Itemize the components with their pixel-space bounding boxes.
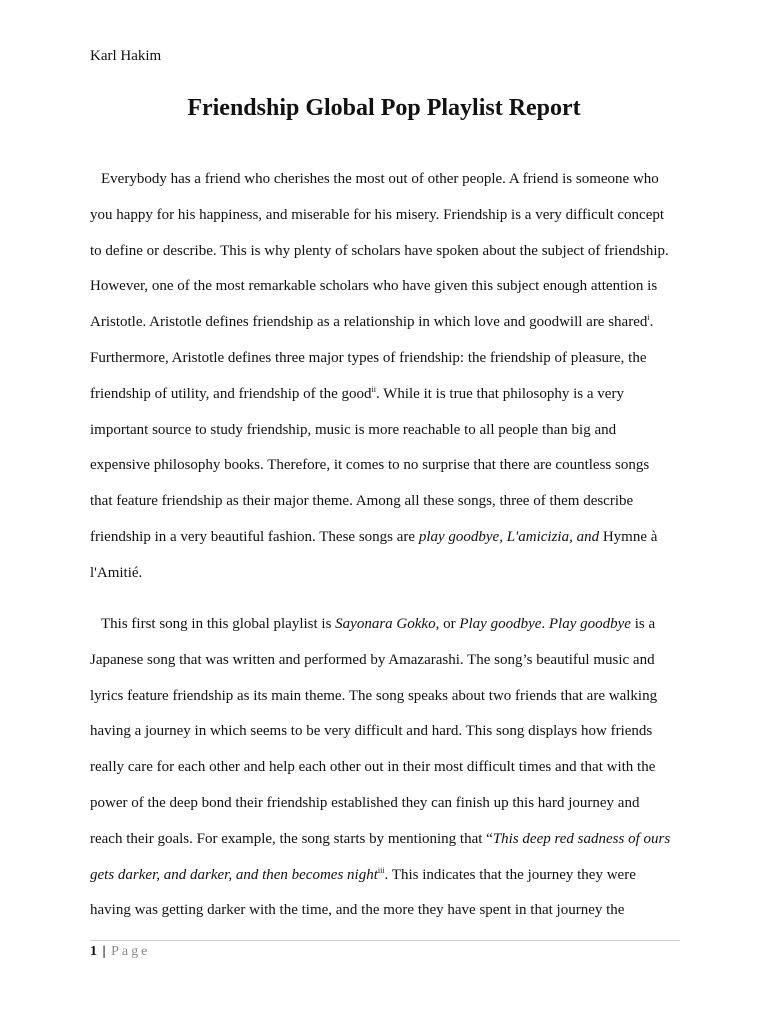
page-label: Page: [111, 944, 151, 959]
song-titles-italic: play goodbye, L'amicizia, and: [418, 528, 600, 545]
text-line: having a journey in which seems to be very difficult and hard. This song displays how friends: [90, 723, 653, 740]
text-line: gets darker, and darker, and then becomes night$^{iii}$. This indicates that the journey they were: [90, 865, 636, 883]
text-line: that feature friendship as their major theme. Among all these songs, three of them describe: [90, 493, 634, 510]
text-line: l'Amitié.: [90, 564, 143, 581]
text-line: reach their goals. For example, the song starts by mentioning that “This deep red sadness of ours: [90, 830, 671, 847]
text-line: friendship in a very beautiful fashion. These songs are play goodbye, L'amicizia, and Hymne à: [90, 528, 658, 545]
endnote-marker: i: [647, 313, 650, 323]
text-line: lyrics feature friendship as its main theme. The song speaks about two friends that are walking: [90, 687, 658, 704]
footer-separator: |: [102, 944, 106, 959]
text-line: expensive philosophy books. Therefore, it comes to no surprise that there are countless songs: [90, 457, 650, 474]
endnote-marker: iii: [377, 865, 385, 875]
endnote-marker: ii: [371, 384, 376, 394]
text-line: having was getting darker with the time, and the more they have spent in that journey the: [90, 902, 625, 919]
footer-divider: [90, 940, 680, 941]
paragraph-intro: [90, 162, 690, 592]
document-title: Friendship Global Pop Playlist Report: [187, 95, 581, 121]
lyric-quote: This deep red sadness of ours: [492, 830, 671, 847]
page-footer: [90, 942, 150, 962]
text-line: This first song in this global playlist is Sayonara Gokko, or Play goodbye. Play goodbye is a: [101, 616, 656, 632]
page-number: 1: [90, 944, 97, 959]
text-line: However, one of the most remarkable scholars who have given this subject enough attention is: [90, 278, 658, 295]
paragraph-first-song: [90, 607, 690, 929]
text-line: Aristotle. Aristotle defines friendship as a relationship in which love and goodwill are shared$^i$.: [90, 313, 654, 331]
text-line: you happy for his happiness, and miserable for his misery. Friendship is a very difficult concept: [90, 206, 665, 223]
text-line: to define or describe. This is why plenty of scholars have spoken about the subject of friendship.: [90, 242, 669, 259]
text-line: important source to study friendship, music is more reachable to all people than big and: [90, 421, 617, 438]
text-line: Furthermore, Aristotle defines three major types of friendship: the friendship of pleasure, the: [90, 349, 647, 366]
text-line: power of the deep bond their friendship established they can finish up this hard journey and: [90, 794, 640, 811]
author-name: Karl Hakim: [90, 48, 162, 64]
text-line: really care for each other and help each other out in their most difficult times and that with the: [90, 759, 656, 776]
text-line: friendship of utility, and friendship of the good$^{ii}$. While it is true that philosophy is a very: [90, 384, 624, 402]
text-line: Everybody has a friend who cherishes the most out of other people. A friend is someone who: [101, 171, 659, 187]
text-line: Japanese song that was written and performed by Amazarashi. The song’s beautiful music and: [90, 651, 655, 668]
lyric-quote: gets darker, and darker, and then becomes night: [90, 866, 378, 883]
